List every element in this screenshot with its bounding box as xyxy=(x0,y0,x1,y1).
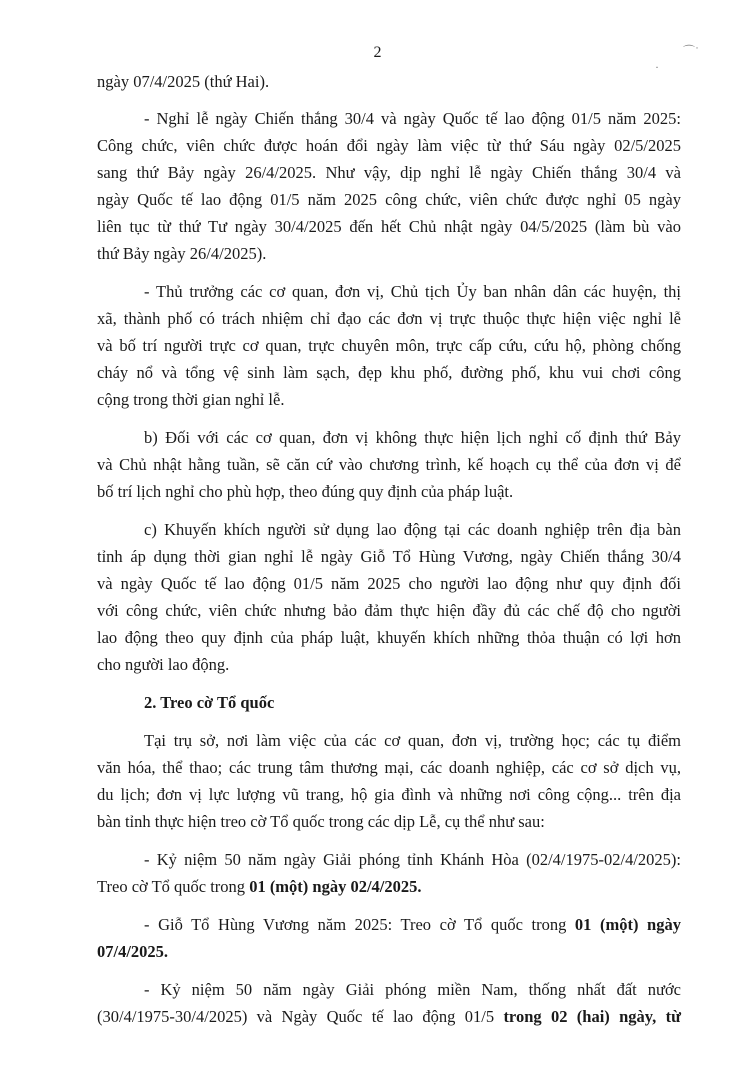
text-line: Công chức, viên chức được hoán đổi ngày làm việc từ thứ Sáu ngày 02/5/2025 xyxy=(97,136,681,155)
text-line: - Kỷ niệm 50 năm ngày Giải phóng miền Nam, thống nhất đất nước xyxy=(144,980,681,999)
text-run: - Giỗ Tổ Hùng Vương năm 2025: Treo cờ Tổ quốc trong xyxy=(144,915,575,934)
text-line: bàn tỉnh thực hiện treo cờ Tổ quốc trong các dịp Lễ, cụ thể như sau: xyxy=(97,812,545,831)
text-line xyxy=(97,1007,681,1027)
page-number: 2 xyxy=(373,44,382,61)
text-line: cho người lao động. xyxy=(97,655,230,674)
text-line: b) Đối với các cơ quan, đơn vị không thực hiện lịch nghỉ cố định thứ Bảy xyxy=(144,428,681,447)
text-line: tỉnh áp dụng thời gian nghỉ lễ ngày Giỗ Tổ Hùng Vương, ngày Chiến thắng 30/4 xyxy=(97,547,681,566)
text-line: bố trí lịch nghỉ cho phù hợp, theo đúng quy định của pháp luật. xyxy=(97,482,514,501)
text-line: xã, thành phố có trách nhiệm chỉ đạo các đơn vị trực thuộc thực hiện việc nghỉ lễ xyxy=(97,309,681,328)
text-line: - Thủ trưởng các cơ quan, đơn vị, Chủ tịch Ủy ban nhân dân các huyện, thị xyxy=(144,282,681,301)
text-line: và bố trí người trực cơ quan, trực chuyên môn, trực cấp cứu, cứu hộ, phòng chống xyxy=(97,336,681,355)
text-line: ngày Quốc tế lao động 01/5 năm 2025 công chức, viên chức được nghỉ 05 ngày xyxy=(97,190,681,209)
text-line: du lịch; đơn vị lực lượng vũ trang, hộ gia đình và những nơi công cộng... trên địa xyxy=(97,785,681,804)
text-line: c) Khuyến khích người sử dụng lao động tại các doanh nghiệp trên địa bàn xyxy=(144,520,681,539)
text-line: văn hóa, thể thao; các trung tâm thương mại, các doanh nghiệp, các cơ sở dịch vụ, xyxy=(97,758,681,777)
text-line: liên tục từ thứ Tư ngày 30/4/2025 đến hết Chủ nhật ngày 04/5/2025 (làm bù vào xyxy=(97,217,681,236)
text-line xyxy=(97,877,422,897)
text-line: thứ Bảy ngày 26/4/2025). xyxy=(97,244,267,263)
text-line: với công chức, viên chức nhưng bảo đảm thực hiện đầy đủ các chế độ cho người xyxy=(97,601,681,620)
text-line: lao động theo quy định của pháp luật, khuyến khích những thỏa thuận có lợi hơn xyxy=(97,628,681,647)
text-line: - Kỷ niệm 50 năm ngày Giải phóng tỉnh Khánh Hòa (02/4/1975-02/4/2025): xyxy=(144,850,681,869)
text-line: ngày 07/4/2025 (thứ Hai). xyxy=(97,72,270,91)
text-line: Tại trụ sở, nơi làm việc của các cơ quan, đơn vị, trường học; các tụ điểm xyxy=(144,731,681,750)
text-line: và ngày Quốc tế lao động 01/5 năm 2025 cho người lao động như quy định đối xyxy=(97,574,681,593)
text-line: - Nghỉ lễ ngày Chiến thắng 30/4 và ngày Quốc tế lao động 01/5 năm 2025: xyxy=(144,109,681,128)
bold-run: trong 02 (hai) ngày, từ xyxy=(503,1007,681,1026)
text-line: sang thứ Bảy ngày 26/4/2025. Như vậy, dịp nghỉ lễ ngày Chiến thắng 30/4 và xyxy=(97,163,681,182)
text-line: 07/4/2025. xyxy=(97,942,169,961)
text-line xyxy=(144,915,681,935)
text-line: cháy nổ và tổng vệ sinh làm sạch, đẹp khu phố, đường phố, khu vui chơi công xyxy=(97,363,681,382)
text-run: Treo cờ Tổ quốc trong xyxy=(97,877,250,896)
bold-run: 01 (một) ngày 02/4/2025. xyxy=(249,877,422,896)
text-run: (30/4/1975-30/4/2025) và Ngày Quốc tế lao động 01/5 xyxy=(97,1007,504,1026)
scan-dot: · xyxy=(655,60,659,74)
text-line: và Chủ nhật hằng tuần, sẽ căn cứ vào chương trình, kế hoạch cụ thể của đơn vị để xyxy=(97,455,681,474)
scan-mark: ⌒˙ xyxy=(683,44,699,58)
text-line: cộng trong thời gian nghỉ lễ. xyxy=(97,390,285,409)
bold-run: 01 (một) ngày xyxy=(574,915,681,934)
section-heading: 2. Treo cờ Tổ quốc xyxy=(144,693,275,712)
